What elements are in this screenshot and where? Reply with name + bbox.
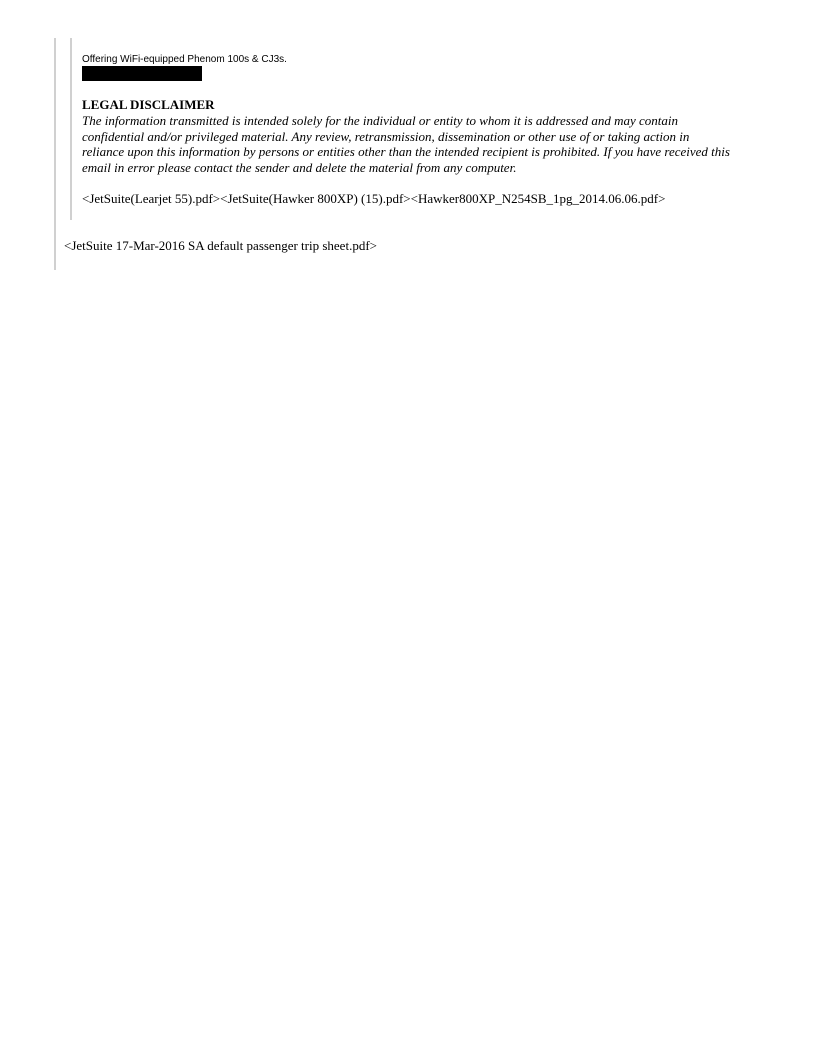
disclaimer-body — [82, 113, 792, 175]
outer-quote-bar — [54, 38, 56, 270]
disclaimer-title: LEGAL DISCLAIMER — [82, 97, 215, 112]
attachment-learjet-55[interactable]: <JetSuite(Learjet 55).pdf> — [82, 191, 221, 206]
inner-quote-bar — [70, 38, 72, 220]
disclaimer-line: reliance upon this information by persons or entities other than the intended recipient is prohibited. If you have received this — [82, 144, 730, 159]
attachment-trip-sheet[interactable]: <JetSuite 17-Mar-2016 SA default passenger trip sheet.pdf> — [64, 238, 377, 253]
disclaimer-line: email in error please contact the sender and delete the material from any computer. — [82, 159, 517, 175]
disclaimer-line: confidential and/or privileged material. Any review, retransmission, dissemination or other use of or taking action in — [82, 128, 690, 144]
disclaimer-line: The information transmitted is intended solely for the individual or entity to whom it is addressed and may contain — [82, 113, 679, 128]
outer-attachment — [64, 238, 377, 254]
inner-attachments — [82, 191, 665, 207]
attachment-hawker800xp-n254sb[interactable]: <Hawker800XP_N254SB_1pg_2014.06.06.pdf> — [410, 191, 666, 206]
attachment-hawker-800xp-15[interactable]: <JetSuite(Hawker 800XP) (15).pdf> — [220, 191, 411, 206]
signature-tagline: Offering WiFi-equipped Phenom 100s & CJ3s. — [82, 54, 287, 65]
redaction-block — [82, 66, 202, 81]
